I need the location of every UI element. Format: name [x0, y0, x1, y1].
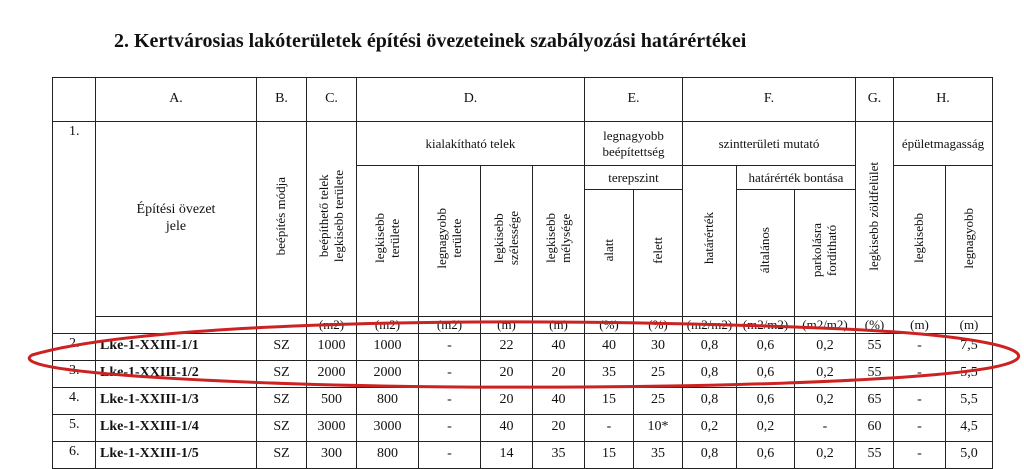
value-cell: 4,5 [946, 414, 993, 441]
column-letter-h: H. [894, 78, 993, 122]
zone-header: Építési övezet jele [96, 122, 257, 317]
value-cell: - [419, 387, 481, 414]
corner-cell [53, 78, 96, 122]
value-cell: 40 [533, 387, 585, 414]
value-cell: - [894, 414, 946, 441]
unit-cell: (%) [634, 317, 683, 334]
value-cell: 40 [533, 333, 585, 360]
unit-cell: (m2/m2) [795, 317, 856, 334]
column-letter-c: C. [307, 78, 357, 122]
value-cell: 20 [533, 360, 585, 387]
value-cell: SZ [257, 387, 307, 414]
data-rows [53, 333, 993, 468]
value-cell: 15 [585, 387, 634, 414]
value-cell: 20 [533, 414, 585, 441]
value-cell: SZ [257, 414, 307, 441]
unit-cell: (m) [481, 317, 533, 334]
value-cell: 55 [856, 333, 894, 360]
value-cell: 25 [634, 360, 683, 387]
header-row-groups [53, 122, 993, 166]
value-cell: SZ [257, 333, 307, 360]
value-cell: 14 [481, 441, 533, 468]
value-cell: - [795, 414, 856, 441]
height-max-header: legnagyobb [946, 166, 993, 317]
value-cell: 5,5 [946, 387, 993, 414]
column-letter-row [53, 78, 993, 122]
column-letter-b: B. [257, 78, 307, 122]
value-cell: 55 [856, 441, 894, 468]
unit-cell: (m2) [307, 317, 357, 334]
value-cell: 10* [634, 414, 683, 441]
plot-min-depth-header: legkisebb mélysége [533, 166, 585, 317]
parking-header: parkolásra fordítható [795, 190, 856, 317]
row-number: 4. [53, 387, 96, 414]
page-title: 2. Kertvárosias lakóterületek építési övezeteinek szabályozási határértékei [114, 30, 747, 52]
value-cell: 40 [481, 414, 533, 441]
unit-cell: (m2) [419, 317, 481, 334]
value-cell: SZ [257, 360, 307, 387]
value-cell: - [419, 441, 481, 468]
regulation-table [52, 77, 993, 469]
value-cell: 15 [585, 441, 634, 468]
value-cell: 3000 [357, 414, 419, 441]
plot-min-area-header: legkisebb területe [357, 166, 419, 317]
green-area-header: legkisebb zöldfelület [856, 122, 894, 317]
value-cell: 55 [856, 360, 894, 387]
unit-cell: (m) [894, 317, 946, 334]
value-cell: 7,5 [946, 333, 993, 360]
row-number: 5. [53, 414, 96, 441]
row-number: 2. [53, 333, 96, 360]
value-cell: - [419, 360, 481, 387]
value-cell: 0,2 [737, 414, 795, 441]
general-header: általános [737, 190, 795, 317]
value-cell: 0,2 [795, 387, 856, 414]
value-cell: - [419, 414, 481, 441]
value-cell: 0,6 [737, 387, 795, 414]
height-group-header: épületmagasság [894, 122, 993, 166]
min-plot-header: beépíthető telek legkisebb területe [307, 122, 357, 317]
unit-cell: (m) [946, 317, 993, 334]
value-cell: - [894, 387, 946, 414]
value-cell: 1000 [357, 333, 419, 360]
unit-cell: (%) [585, 317, 634, 334]
value-cell: 5,5 [946, 360, 993, 387]
zone-code: Lke-1-XXIII-1/3 [96, 387, 257, 414]
header-row-number: 1. [53, 122, 96, 334]
value-cell: 0,6 [737, 360, 795, 387]
value-cell: 0,2 [795, 333, 856, 360]
value-cell: - [894, 441, 946, 468]
value-cell: 800 [357, 387, 419, 414]
value-cell: 0,2 [795, 360, 856, 387]
index-group-header: szintterületi mutató [683, 122, 856, 166]
zone-code: Lke-1-XXIII-1/1 [96, 333, 257, 360]
zone-code: Lke-1-XXIII-1/4 [96, 414, 257, 441]
value-cell: 35 [585, 360, 634, 387]
value-cell: 1000 [307, 333, 357, 360]
unit-cell: (%) [856, 317, 894, 334]
value-cell: 2000 [357, 360, 419, 387]
table-row [53, 387, 993, 414]
value-cell: 0,8 [683, 387, 737, 414]
value-cell: 35 [533, 441, 585, 468]
value-cell: 30 [634, 333, 683, 360]
plot-max-area-header: legnagyobb területe [419, 166, 481, 317]
value-cell: - [894, 360, 946, 387]
value-cell: 0,6 [737, 333, 795, 360]
table-row [53, 441, 993, 468]
column-letter-g: G. [856, 78, 894, 122]
column-letter-f: F. [683, 78, 856, 122]
unit-cell: (m) [533, 317, 585, 334]
value-cell: 5,0 [946, 441, 993, 468]
value-cell: 25 [634, 387, 683, 414]
value-cell: - [585, 414, 634, 441]
value-cell: 0,8 [683, 333, 737, 360]
value-cell: 20 [481, 387, 533, 414]
ground-level-header: terepszint [585, 166, 683, 190]
value-cell: 22 [481, 333, 533, 360]
unit-cell: (m2/m2) [737, 317, 795, 334]
breakdown-header: határérték bontása [737, 166, 856, 190]
unit-cell: (m2) [357, 317, 419, 334]
value-cell: 0,8 [683, 441, 737, 468]
value-cell: 20 [481, 360, 533, 387]
value-cell: 0,2 [795, 441, 856, 468]
value-cell: 35 [634, 441, 683, 468]
row-number: 6. [53, 441, 96, 468]
column-letter-e: E. [585, 78, 683, 122]
table-row [53, 360, 993, 387]
value-cell: 3000 [307, 414, 357, 441]
below-header: alatt [585, 190, 634, 317]
value-cell: 0,6 [737, 441, 795, 468]
value-cell: 60 [856, 414, 894, 441]
mode-header: beépítés módja [257, 122, 307, 317]
units-row [53, 317, 993, 334]
value-cell: - [419, 333, 481, 360]
plot-min-width-header: legkisebb szélessége [481, 166, 533, 317]
value-cell: 2000 [307, 360, 357, 387]
value-cell: - [894, 333, 946, 360]
index-limit-header: határérték [683, 166, 737, 317]
plot-group-header: kialakítható telek [357, 122, 585, 166]
value-cell: SZ [257, 441, 307, 468]
value-cell: 0,2 [683, 414, 737, 441]
value-cell: 40 [585, 333, 634, 360]
height-min-header: legkisebb [894, 166, 946, 317]
above-header: felett [634, 190, 683, 317]
zone-code: Lke-1-XXIII-1/5 [96, 441, 257, 468]
zone-code: Lke-1-XXIII-1/2 [96, 360, 257, 387]
built-group-header: legnagyobb beépítettség [585, 122, 683, 166]
table-row [53, 333, 993, 360]
column-letter-d: D. [357, 78, 585, 122]
row-number: 3. [53, 360, 96, 387]
column-letter-a: A. [96, 78, 257, 122]
value-cell: 800 [357, 441, 419, 468]
value-cell: 300 [307, 441, 357, 468]
value-cell: 0,8 [683, 360, 737, 387]
value-cell: 500 [307, 387, 357, 414]
value-cell: 65 [856, 387, 894, 414]
table-row [53, 414, 993, 441]
unit-cell: (m2/m2) [683, 317, 737, 334]
